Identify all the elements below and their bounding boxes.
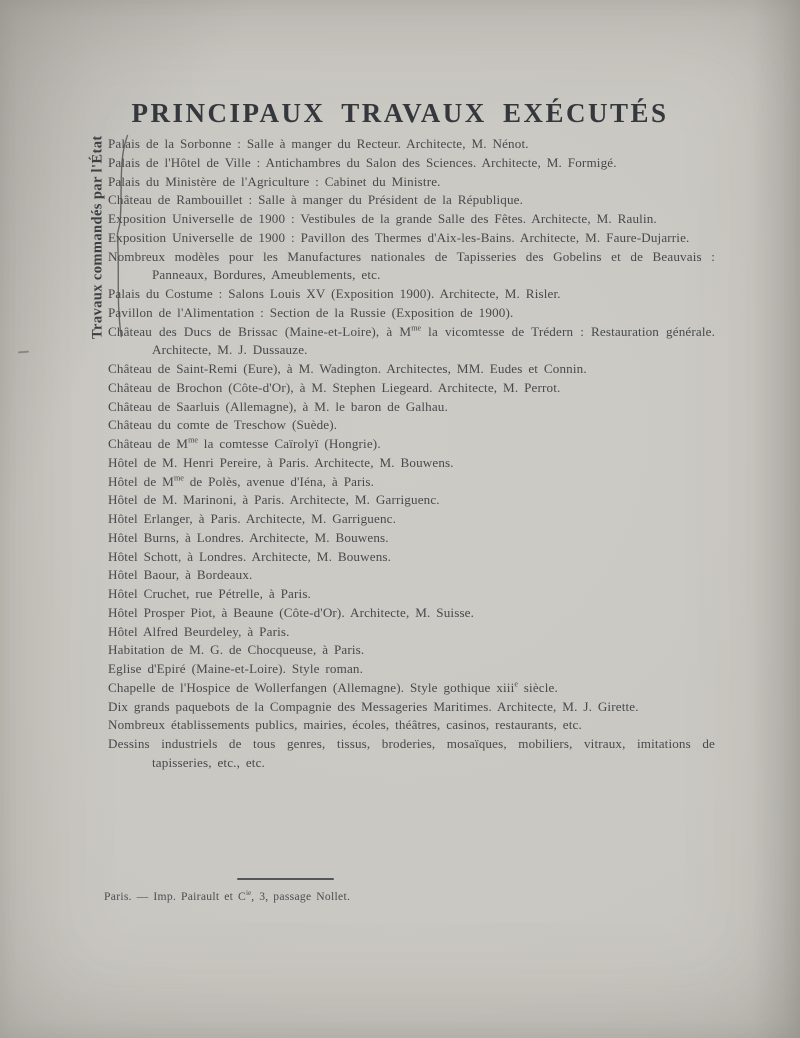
list-item: Château du comte de Treschow (Suède). xyxy=(108,417,338,433)
list-item: Hôtel Cruchet, rue Pétrelle, à Paris. xyxy=(108,586,311,601)
list-item: Eglise d'Epiré (Maine-et-Loire). Style roman. xyxy=(108,661,364,676)
list-item: Château de $M^{me}$ la comtesse Caïrolyï (Hongrie). xyxy=(108,435,381,451)
list-item: Nombreux modèles pour les Manufactures nationales de Tapisseries des Gobelins et de Beauvais : Panneaux, Bordures, Ameublements, etc. xyxy=(108,248,715,283)
list-item: Hôtel Schott, à Londres. Architecte, M. Bouwens. xyxy=(108,548,392,564)
list-item: Palais du Costume : Salons Louis XV (Exposition 1900). Architecte, M. Risler. xyxy=(108,286,561,301)
list-item: Palais de l'Hôtel de Ville : Antichambres du Salon des Sciences. Architecte, M. Formigé. xyxy=(108,154,617,170)
list-item: Château de Rambouillet : Salle à manger du Président de la République. xyxy=(108,192,524,208)
list-item: Château de Saarluis (Allemagne), à M. le baron de Galhau. xyxy=(108,398,448,414)
page-title: PRINCIPAUX TRAVAUX EXÉCUTÉS xyxy=(131,98,669,129)
imprint-text: Paris. — Imp. Pairault et $C^{ie}$, 3, passage Nollet. xyxy=(104,889,351,903)
imprint-divider xyxy=(237,878,334,880)
list-item: Château de Brochon (Côte-d'Or), à M. Stephen Liegeard. Architecte, M. Perrot. xyxy=(108,379,561,395)
list-item: Château de Saint-Remi (Eure), à M. Wadington. Architectes, MM. Eudes et Connin. xyxy=(108,361,587,376)
list-item: Chapelle de l'Hospice de Wollerfangen (Allemagne). Style gothique xiii$^e$ siècle. xyxy=(108,679,558,695)
list-item: Palais du Ministère de l'Agriculture : Cabinet du Ministre. xyxy=(108,173,441,189)
works-list xyxy=(108,135,715,773)
smudge-mark xyxy=(18,351,29,354)
list-item: Palais de la Sorbonne : Salle à manger du Recteur. Architecte, M. Nénot. xyxy=(108,136,529,151)
list-item: Château des Ducs de Brissac (Maine-et-Loire), à $M^{me}$ la vicomtesse de Trédern : Restauration générale. Architecte, M. J. Dussauze. xyxy=(108,323,716,358)
list-item: Hôtel de M. Henri Pereire, à Paris. Architecte, M. Bouwens. xyxy=(108,454,454,470)
list-item: Hôtel Prosper Piot, à Beaune (Côte-d'Or). Architecte, M. Suisse. xyxy=(108,604,475,620)
list-item: Pavillon de l'Alimentation : Section de la Russie (Exposition de 1900). xyxy=(108,304,514,320)
list-item: Hôtel Alfred Beurdeley, à Paris. xyxy=(108,623,290,639)
list-item: Hôtel de $M^{me}$ de Polès, avenue d'Iéna, à Paris. xyxy=(108,473,375,489)
list-item: Exposition Universelle de 1900 : Vestibules de la grande Salle des Fêtes. Architecte, M. Raulin. xyxy=(108,211,657,226)
list-item: Exposition Universelle de 1900 : Pavillon des Thermes d'Aix-les-Bains. Architecte, M. Faure-Dujarrie. xyxy=(108,229,690,245)
list-item: Habitation de M. G. de Chocqueuse, à Paris. xyxy=(108,642,365,658)
list-item: Hôtel Baour, à Bordeaux. xyxy=(108,567,253,583)
side-group-label: Travaux commandés par l'État xyxy=(89,135,106,339)
list-item: Nombreux établissements publics, mairies, écoles, théâtres, casinos, restaurants, etc. xyxy=(108,717,582,733)
list-item: Hôtel Burns, à Londres. Architecte, M. Bouwens. xyxy=(108,529,389,545)
list-item: Dessins industriels de tous genres, tissus, broderies, mosaïques, mobiliers, vitraux, imitations de tapisseries, etc., etc. xyxy=(108,736,715,770)
list-item: Dix grands paquebots de la Compagnie des Messageries Maritimes. Architecte, M. J. Girette. xyxy=(108,698,639,714)
list-item: Hôtel de M. Marinoni, à Paris. Architecte, M. Garriguenc. xyxy=(108,492,440,508)
list-item: Hôtel Erlanger, à Paris. Architecte, M. Garriguenc. xyxy=(108,511,397,526)
